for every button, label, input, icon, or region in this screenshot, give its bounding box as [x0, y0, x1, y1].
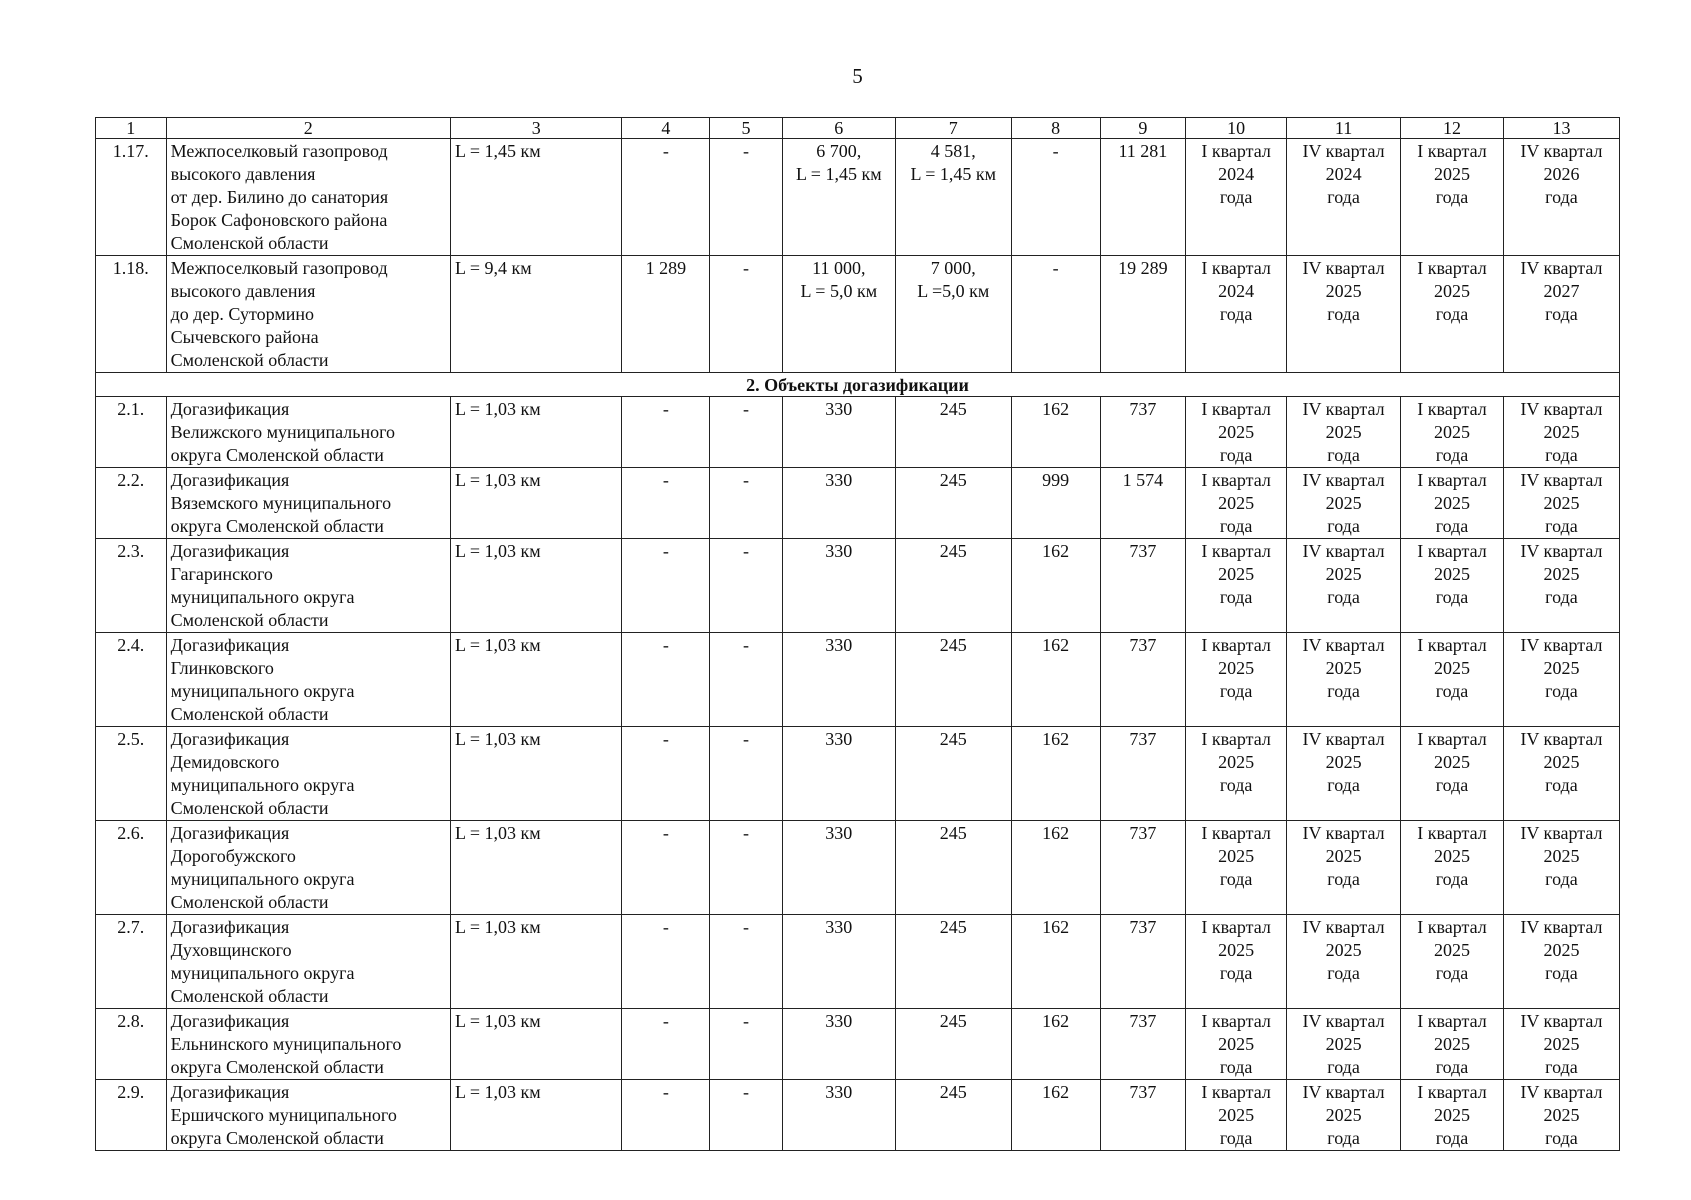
length: L = 1,03 км: [451, 915, 622, 1009]
value-col5: -: [710, 821, 783, 915]
row-number: 2.5.: [96, 727, 167, 821]
value-col6: 330: [782, 1080, 895, 1151]
stage-start: I квартал 2025 года: [1186, 727, 1287, 821]
build-end: IV квартал 2025 года: [1503, 727, 1619, 821]
object-name: Догазификация Духовщинского муниципального округа Смоленской области: [166, 915, 450, 1009]
column-number: 8: [1011, 118, 1100, 139]
value-col8: 162: [1011, 915, 1100, 1009]
value-col4: -: [622, 1009, 710, 1080]
section-row: [96, 373, 1620, 397]
row-number: 2.7.: [96, 915, 167, 1009]
value-col6: 330: [782, 397, 895, 468]
object-name: Догазификация Ельнинского муниципального округа Смоленской области: [166, 1009, 450, 1080]
value-col4: -: [622, 727, 710, 821]
build-start: I квартал 2025 года: [1401, 539, 1504, 633]
build-start: I квартал 2025 года: [1401, 1080, 1504, 1151]
length: L = 1,03 км: [451, 633, 622, 727]
stage-end: IV квартал 2025 года: [1287, 539, 1401, 633]
stage-end: IV квартал 2025 года: [1287, 397, 1401, 468]
value-col8: 162: [1011, 397, 1100, 468]
value-col4: -: [622, 821, 710, 915]
stage-start: I квартал 2024 года: [1186, 256, 1287, 373]
value-col9: 11 281: [1100, 139, 1186, 256]
column-number: 13: [1503, 118, 1619, 139]
column-number: 12: [1401, 118, 1504, 139]
stage-start: I квартал 2025 года: [1186, 539, 1287, 633]
value-col4: -: [622, 539, 710, 633]
table-row: [96, 139, 1620, 256]
value-col4: 1 289: [622, 256, 710, 373]
table-row: [96, 397, 1620, 468]
value-col7: 245: [895, 1080, 1011, 1151]
build-end: IV квартал 2025 года: [1503, 1080, 1619, 1151]
value-col7: 245: [895, 633, 1011, 727]
stage-end: IV квартал 2025 года: [1287, 468, 1401, 539]
value-col4: -: [622, 1080, 710, 1151]
length: L = 1,03 км: [451, 1080, 622, 1151]
value-col6: 6 700, L = 1,45 км: [782, 139, 895, 256]
value-col7: 245: [895, 468, 1011, 539]
length: L = 1,03 км: [451, 727, 622, 821]
value-col9: 737: [1100, 915, 1186, 1009]
column-number: 6: [782, 118, 895, 139]
build-end: IV квартал 2027 года: [1503, 256, 1619, 373]
stage-end: IV квартал 2024 года: [1287, 139, 1401, 256]
table-row: [96, 633, 1620, 727]
table-row: [96, 1009, 1620, 1080]
build-start: I квартал 2025 года: [1401, 256, 1504, 373]
value-col4: -: [622, 633, 710, 727]
value-col5: -: [710, 633, 783, 727]
value-col6: 330: [782, 821, 895, 915]
stage-start: I квартал 2025 года: [1186, 397, 1287, 468]
stage-start: I квартал 2025 года: [1186, 821, 1287, 915]
gasification-table: [95, 117, 1620, 1151]
table-row: [96, 468, 1620, 539]
value-col5: -: [710, 1009, 783, 1080]
value-col9: 737: [1100, 397, 1186, 468]
value-col9: 737: [1100, 1080, 1186, 1151]
column-number-row: [96, 118, 1620, 139]
table-row: [96, 256, 1620, 373]
value-col9: 737: [1100, 727, 1186, 821]
build-end: IV квартал 2025 года: [1503, 397, 1619, 468]
stage-end: IV квартал 2025 года: [1287, 256, 1401, 373]
column-number: 11: [1287, 118, 1401, 139]
object-name: Догазификация Вяземского муниципального округа Смоленской области: [166, 468, 450, 539]
build-start: I квартал 2025 года: [1401, 915, 1504, 1009]
build-start: I квартал 2025 года: [1401, 727, 1504, 821]
value-col7: 245: [895, 539, 1011, 633]
table-row: [96, 1080, 1620, 1151]
column-number: 4: [622, 118, 710, 139]
column-number: 3: [451, 118, 622, 139]
build-end: IV квартал 2026 года: [1503, 139, 1619, 256]
row-number: 2.6.: [96, 821, 167, 915]
row-number: 1.18.: [96, 256, 167, 373]
row-number: 2.4.: [96, 633, 167, 727]
value-col5: -: [710, 1080, 783, 1151]
row-number: 1.17.: [96, 139, 167, 256]
page-number: 5: [852, 64, 863, 88]
value-col8: 162: [1011, 633, 1100, 727]
table-row: [96, 915, 1620, 1009]
value-col9: 19 289: [1100, 256, 1186, 373]
value-col7: 245: [895, 727, 1011, 821]
length: L = 1,45 км: [451, 139, 622, 256]
table-row: [96, 727, 1620, 821]
value-col4: -: [622, 139, 710, 256]
value-col4: -: [622, 468, 710, 539]
value-col6: 330: [782, 633, 895, 727]
object-name: Догазификация Дорогобужского муниципального округа Смоленской области: [166, 821, 450, 915]
column-number: 2: [166, 118, 450, 139]
length: L = 1,03 км: [451, 397, 622, 468]
section-title: 2. Объекты догазификации: [96, 373, 1620, 397]
length: L = 1,03 км: [451, 821, 622, 915]
value-col8: -: [1011, 139, 1100, 256]
value-col6: 330: [782, 1009, 895, 1080]
column-number: 1: [96, 118, 167, 139]
value-col8: 162: [1011, 1080, 1100, 1151]
value-col8: 162: [1011, 821, 1100, 915]
value-col8: -: [1011, 256, 1100, 373]
object-name: Догазификация Велижского муниципального округа Смоленской области: [166, 397, 450, 468]
build-end: IV квартал 2025 года: [1503, 821, 1619, 915]
object-name: Догазификация Демидовского муниципального округа Смоленской области: [166, 727, 450, 821]
build-start: I квартал 2025 года: [1401, 821, 1504, 915]
row-number: 2.2.: [96, 468, 167, 539]
column-number: 7: [895, 118, 1011, 139]
length: L = 1,03 км: [451, 1009, 622, 1080]
value-col6: 330: [782, 539, 895, 633]
object-name: Догазификация Гагаринского муниципального округа Смоленской области: [166, 539, 450, 633]
row-number: 2.8.: [96, 1009, 167, 1080]
object-name: Догазификация Глинковского муниципального округа Смоленской области: [166, 633, 450, 727]
object-name: Межпоселковый газопровод высокого давления от дер. Билино до санатория Борок Сафоновского района Смоленской области: [166, 139, 450, 256]
column-number: 9: [1100, 118, 1186, 139]
length: L = 1,03 км: [451, 539, 622, 633]
stage-end: IV квартал 2025 года: [1287, 821, 1401, 915]
value-col6: 330: [782, 727, 895, 821]
value-col7: 245: [895, 397, 1011, 468]
value-col5: -: [710, 539, 783, 633]
stage-start: I квартал 2025 года: [1186, 1080, 1287, 1151]
build-end: IV квартал 2025 года: [1503, 468, 1619, 539]
value-col9: 737: [1100, 633, 1186, 727]
value-col6: 11 000, L = 5,0 км: [782, 256, 895, 373]
row-number: 2.9.: [96, 1080, 167, 1151]
table-row: [96, 539, 1620, 633]
value-col5: -: [710, 139, 783, 256]
build-start: I квартал 2025 года: [1401, 1009, 1504, 1080]
value-col7: 7 000, L =5,0 км: [895, 256, 1011, 373]
build-start: I квартал 2025 года: [1401, 468, 1504, 539]
object-name: Межпоселковый газопровод высокого давления до дер. Сутормино Сычевского района Смоленской области: [166, 256, 450, 373]
build-end: IV квартал 2025 года: [1503, 915, 1619, 1009]
value-col7: 245: [895, 1009, 1011, 1080]
column-number: 10: [1186, 118, 1287, 139]
stage-start: I квартал 2025 года: [1186, 1009, 1287, 1080]
length: L = 9,4 км: [451, 256, 622, 373]
stage-start: I квартал 2025 года: [1186, 468, 1287, 539]
value-col7: 245: [895, 915, 1011, 1009]
value-col5: -: [710, 256, 783, 373]
object-name: Догазификация Ершичского муниципального округа Смоленской области: [166, 1080, 450, 1151]
length: L = 1,03 км: [451, 468, 622, 539]
build-end: IV квартал 2025 года: [1503, 1009, 1619, 1080]
build-end: IV квартал 2025 года: [1503, 539, 1619, 633]
value-col5: -: [710, 468, 783, 539]
value-col5: -: [710, 397, 783, 468]
value-col6: 330: [782, 915, 895, 1009]
build-start: I квартал 2025 года: [1401, 139, 1504, 256]
stage-end: IV квартал 2025 года: [1287, 1080, 1401, 1151]
value-col9: 1 574: [1100, 468, 1186, 539]
build-end: IV квартал 2025 года: [1503, 633, 1619, 727]
row-number: 2.1.: [96, 397, 167, 468]
value-col8: 162: [1011, 1009, 1100, 1080]
value-col7: 245: [895, 821, 1011, 915]
value-col7: 4 581, L = 1,45 км: [895, 139, 1011, 256]
stage-end: IV квартал 2025 года: [1287, 633, 1401, 727]
value-col9: 737: [1100, 821, 1186, 915]
value-col6: 330: [782, 468, 895, 539]
value-col5: -: [710, 727, 783, 821]
value-col8: 162: [1011, 539, 1100, 633]
value-col8: 999: [1011, 468, 1100, 539]
build-start: I квартал 2025 года: [1401, 633, 1504, 727]
table-row: [96, 821, 1620, 915]
stage-start: I квартал 2024 года: [1186, 139, 1287, 256]
value-col9: 737: [1100, 1009, 1186, 1080]
value-col9: 737: [1100, 539, 1186, 633]
stage-end: IV квартал 2025 года: [1287, 727, 1401, 821]
value-col4: -: [622, 397, 710, 468]
row-number: 2.3.: [96, 539, 167, 633]
value-col5: -: [710, 915, 783, 1009]
column-number: 5: [710, 118, 783, 139]
stage-start: I квартал 2025 года: [1186, 633, 1287, 727]
stage-end: IV квартал 2025 года: [1287, 915, 1401, 1009]
stage-end: IV квартал 2025 года: [1287, 1009, 1401, 1080]
build-start: I квартал 2025 года: [1401, 397, 1504, 468]
stage-start: I квартал 2025 года: [1186, 915, 1287, 1009]
value-col8: 162: [1011, 727, 1100, 821]
value-col4: -: [622, 915, 710, 1009]
